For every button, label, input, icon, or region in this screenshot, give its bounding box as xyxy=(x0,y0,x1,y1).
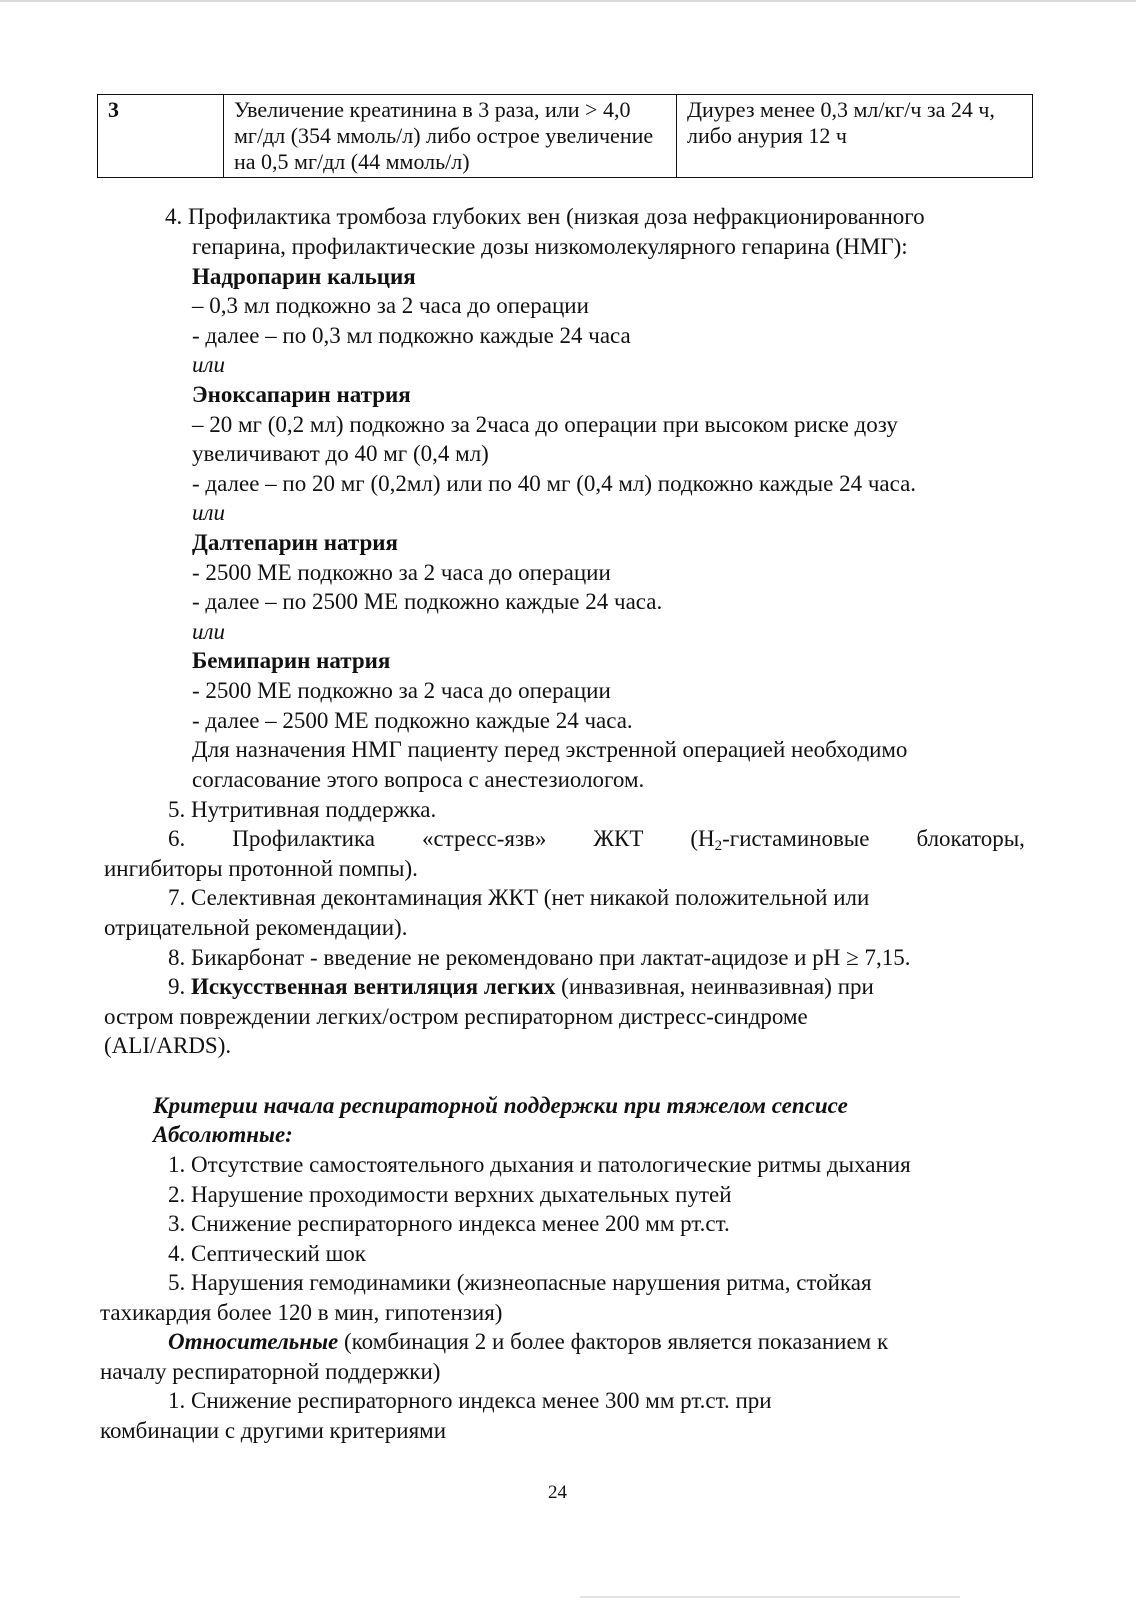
or-text: или xyxy=(192,619,226,644)
item9-line1: 9. Искусственная вентиляция легких (инвазивная, неинвазивная) при xyxy=(168,974,874,999)
scan-edge-line xyxy=(0,0,1136,2)
lmwh-note-line1: Для назначения НМГ пациенту перед экстренной операцией необходимо xyxy=(192,737,908,762)
grade-cell: 3 xyxy=(98,95,224,178)
relative-line1: Относительные (комбинация 2 и более факторов является показанием к xyxy=(168,1329,889,1354)
nadroparin-heading: Надропарин кальция xyxy=(192,264,416,289)
absolute-item: 4. Септический шок xyxy=(168,1241,366,1266)
absolute-item5-line2: тахикардия более 120 в мин, гипотензия) xyxy=(100,1300,503,1325)
item5-nutrition: 5. Нутритивная поддержка. xyxy=(168,797,437,822)
enoxaparin-line1: – 20 мг (0,2 мл) подкожно за 2часа до операции при высоком риске дозу xyxy=(192,412,898,437)
enoxaparin-line3: - далее – по 20 мг (0,2мл) или по 40 мг (0,4 мл) подкожно каждые 24 часа. xyxy=(192,471,917,496)
item4-line1: 4. Профилактика тромбоза глубоких вен (низкая доза нефракционированного xyxy=(165,204,925,229)
item7-line1: 7. Селективная деконтаминация ЖКТ (нет никакой положительной или xyxy=(168,885,870,910)
absolute-item: 2. Нарушение проходимости верхних дыхательных путей xyxy=(168,1182,732,1207)
diuresis-cell: Диурез менее 0,3 мл/кг/ч за 24 ч, либо анурия 12 ч xyxy=(677,95,1033,178)
nadroparin-line1: – 0,3 мл подкожно за 2 часа до операции xyxy=(192,293,589,318)
item6-line1: 6. Профилактика «стресс-язв» ЖКТ ($Н_2$-гистаминовые блокаторы, xyxy=(168,826,1025,854)
item9-line2: остром повреждении легких/остром респираторном дистресс-синдроме xyxy=(104,1004,808,1029)
kidney-injury-table xyxy=(97,94,1033,178)
absolute-label: Абсолютные: xyxy=(153,1122,293,1147)
item7-line2: отрицательной рекомендации). xyxy=(104,915,408,940)
bemiparin-line2: - далее – 2500 МЕ подкожно каждые 24 часа. xyxy=(192,708,633,733)
item6-line2: ингибиторы протонной помпы). xyxy=(104,856,418,881)
dalteparin-line1: - 2500 МЕ подкожно за 2 часа до операции xyxy=(192,560,611,585)
creatinine-cell: Увеличение креатинина в 3 раза, или > 4,0 мг/дл (354 ммоль/л) либо острое увеличение на 0,5 мг/дл (44 ммоль/л) xyxy=(224,95,677,178)
enoxaparin-line2: увеличивают до 40 мг (0,4 мл) xyxy=(192,441,489,466)
bemiparin-heading: Бемипарин натрия xyxy=(192,648,391,673)
page-number: 24 xyxy=(548,1482,567,1503)
relative-item1-line2: комбинации с другими критериями xyxy=(100,1418,447,1443)
absolute-item5-line1: 5. Нарушения гемодинамики (жизнеопасные нарушения ритма, стойкая xyxy=(168,1270,872,1295)
table-row xyxy=(98,95,1033,178)
nadroparin-line2: - далее – по 0,3 мл подкожно каждые 24 часа xyxy=(192,323,631,348)
scan-edge-mark xyxy=(580,1596,960,1598)
dalteparin-heading: Далтепарин натрия xyxy=(192,530,398,555)
item9-line3: (ALI/ARDS). xyxy=(104,1033,232,1058)
item8-bicarbonate: 8. Бикарбонат - введение не рекомендовано при лактат-ацидозе и pH ≥ 7,15. xyxy=(168,945,911,970)
relative-item1-line1: 1. Снижение респираторного индекса менее 300 мм рт.ст. при xyxy=(168,1388,772,1413)
enoxaparin-heading: Эноксапарин натрия xyxy=(192,382,411,407)
absolute-item: 3. Снижение респираторного индекса менее 200 мм рт.ст. xyxy=(168,1211,730,1236)
or-text: или xyxy=(192,352,226,377)
or-text: или xyxy=(192,500,226,525)
relative-line2: началу респираторной поддержки) xyxy=(100,1359,441,1384)
bemiparin-line1: - 2500 МЕ подкожно за 2 часа до операции xyxy=(192,678,611,703)
criteria-title: Критерии начала респираторной поддержки при тяжелом сепсисе xyxy=(153,1093,848,1118)
lmwh-note-line2: согласование этого вопроса с анестезиологом. xyxy=(192,767,645,792)
item4-line2: гепарина, профилактические дозы низкомолекулярного гепарина (НМГ): xyxy=(192,234,908,259)
dalteparin-line2: - далее – по 2500 МЕ подкожно каждые 24 часа. xyxy=(192,589,663,614)
absolute-item: 1. Отсутствие самостоятельного дыхания и патологические ритмы дыхания xyxy=(168,1152,911,1177)
